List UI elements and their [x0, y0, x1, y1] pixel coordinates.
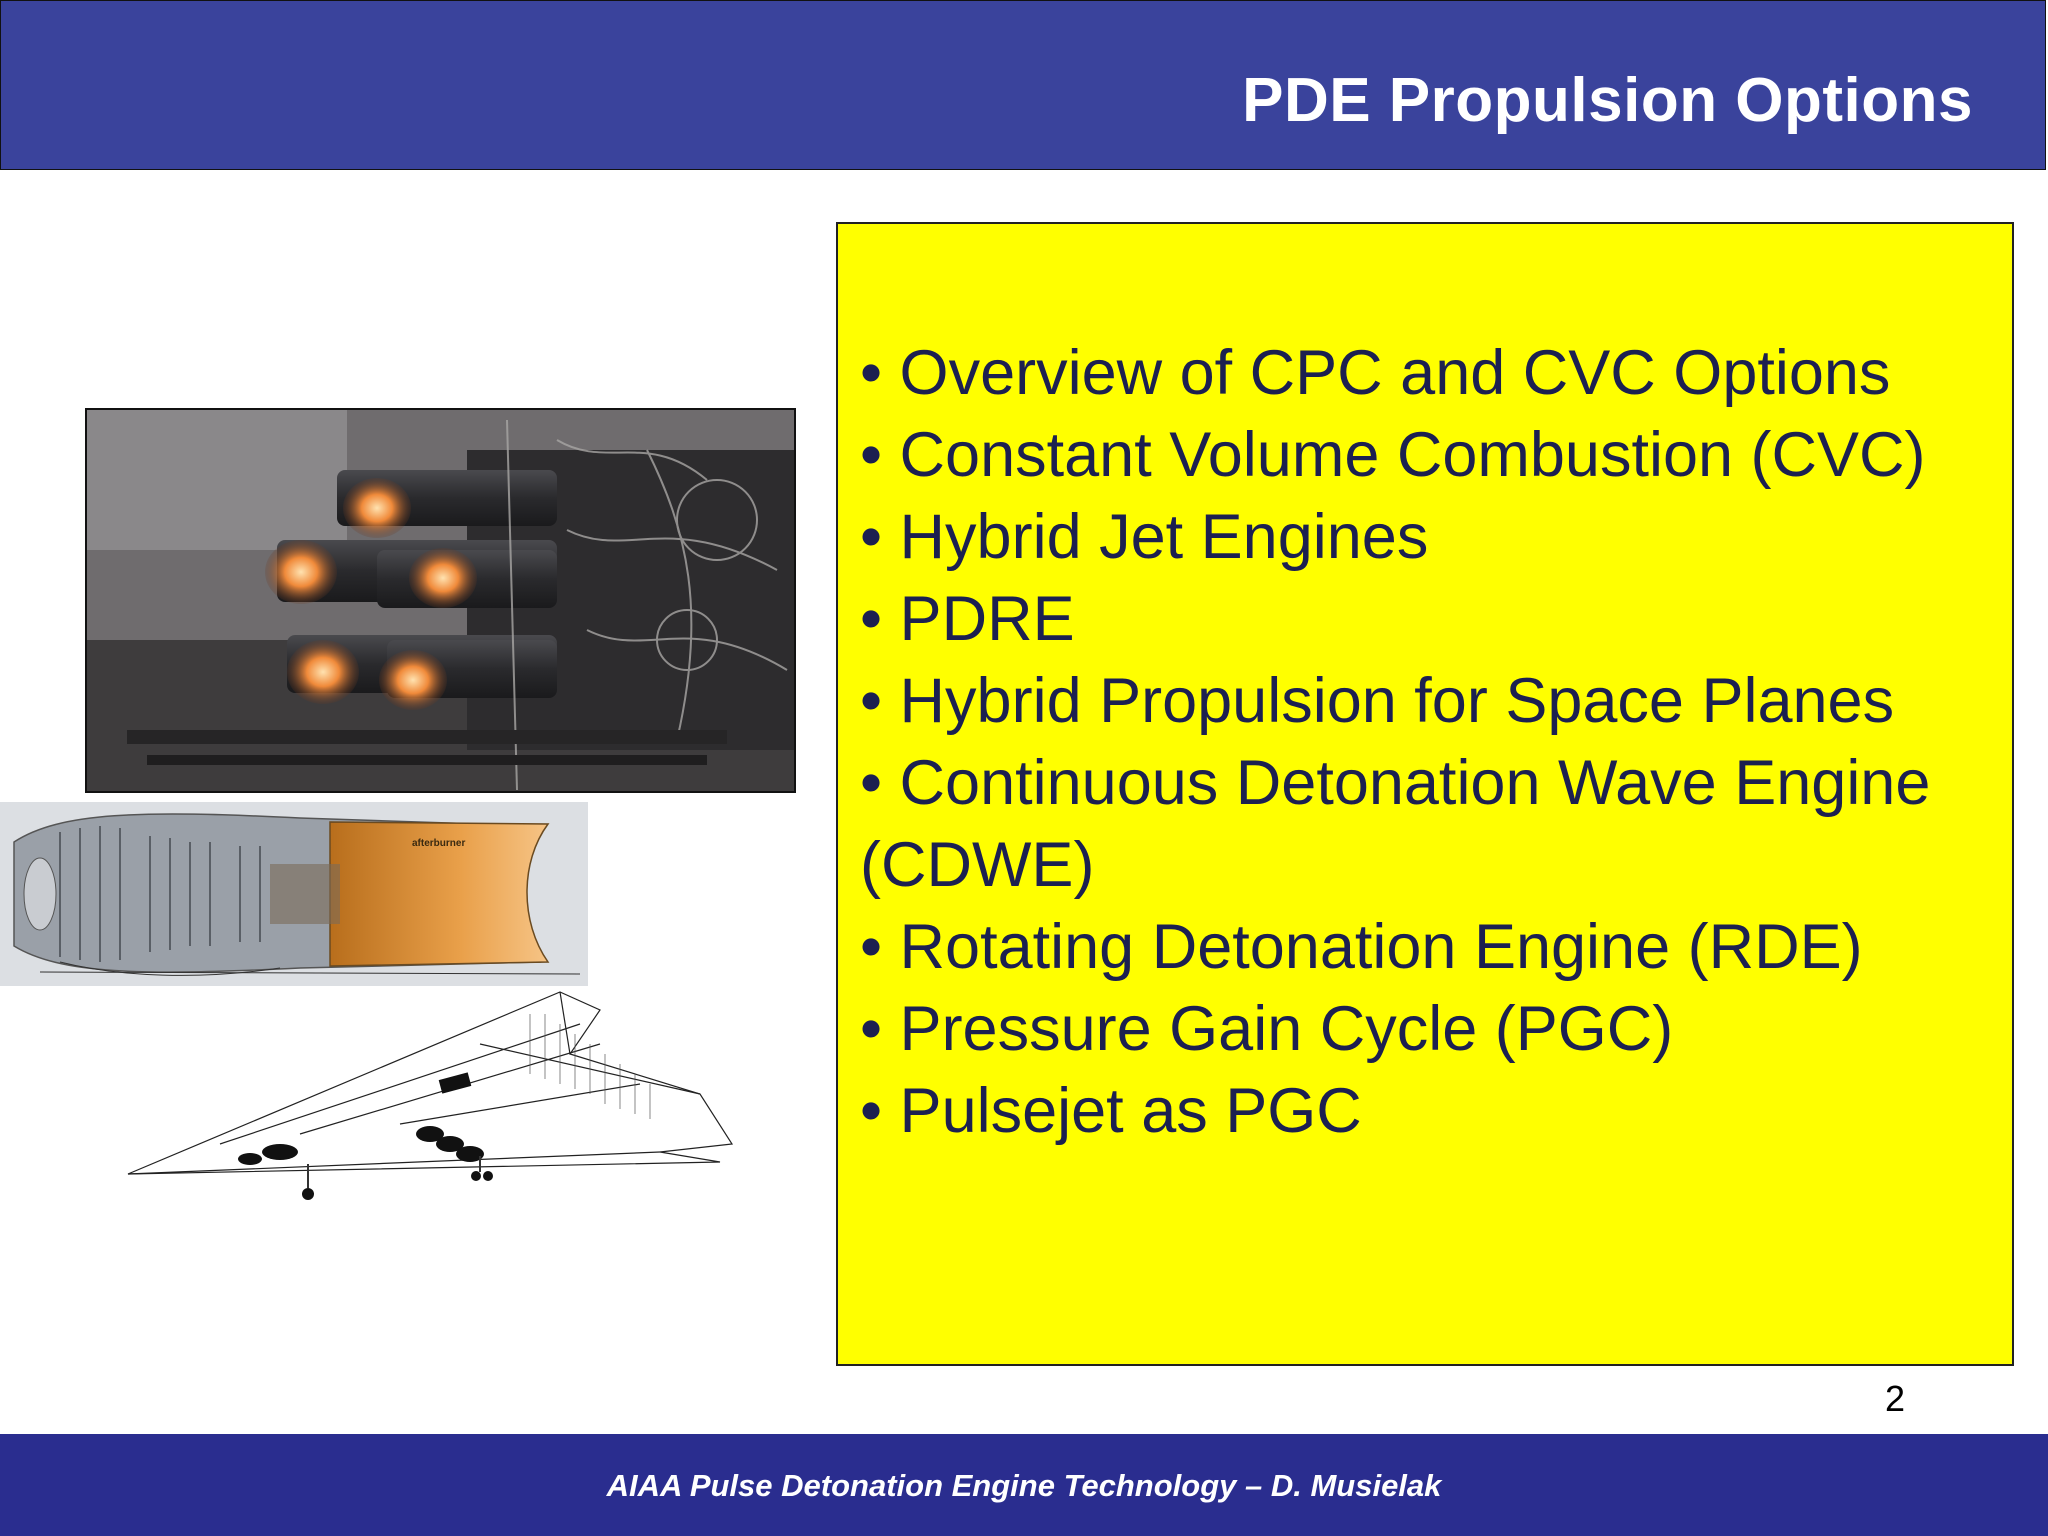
footer-text: AIAA Pulse Detonation Engine Technology – D. Musielak	[606, 1468, 1442, 1503]
topic-item: • Pulsejet as PGC	[860, 1076, 1362, 1146]
slide-title: PDE Propulsion Options	[1242, 66, 1973, 135]
space-plane-drawing	[100, 984, 740, 1224]
footer-bar	[0, 1434, 2048, 1536]
topic-item: • Overview of CPC and CVC Options	[860, 338, 1891, 408]
topics-list	[860, 332, 2000, 1152]
topic-item: • Continuous Detonation Wave Engine (CDWE)	[860, 748, 1931, 900]
title-bar	[0, 0, 2046, 170]
topic-item: • PDRE	[860, 584, 1075, 654]
page-number: 2	[1885, 1378, 1906, 1419]
topic-item: • Hybrid Jet Engines	[860, 502, 1429, 572]
turbofan-illustration	[0, 802, 588, 986]
space-plane-illustration	[100, 984, 740, 1224]
topic-item: • Constant Volume Combustion (CVC)	[860, 420, 1926, 490]
turbofan-cutaway-image	[0, 802, 588, 986]
topics-box	[836, 222, 2014, 1366]
pde-rig-illustration	[87, 410, 796, 793]
pde-test-rig-photo	[85, 408, 796, 793]
topic-item: • Hybrid Propulsion for Space Planes	[860, 666, 1895, 736]
topic-item: • Pressure Gain Cycle (PGC)	[860, 994, 1674, 1064]
afterburner-label: afterburner	[412, 838, 466, 849]
topic-item: • Rotating Detonation Engine (RDE)	[860, 912, 1863, 982]
